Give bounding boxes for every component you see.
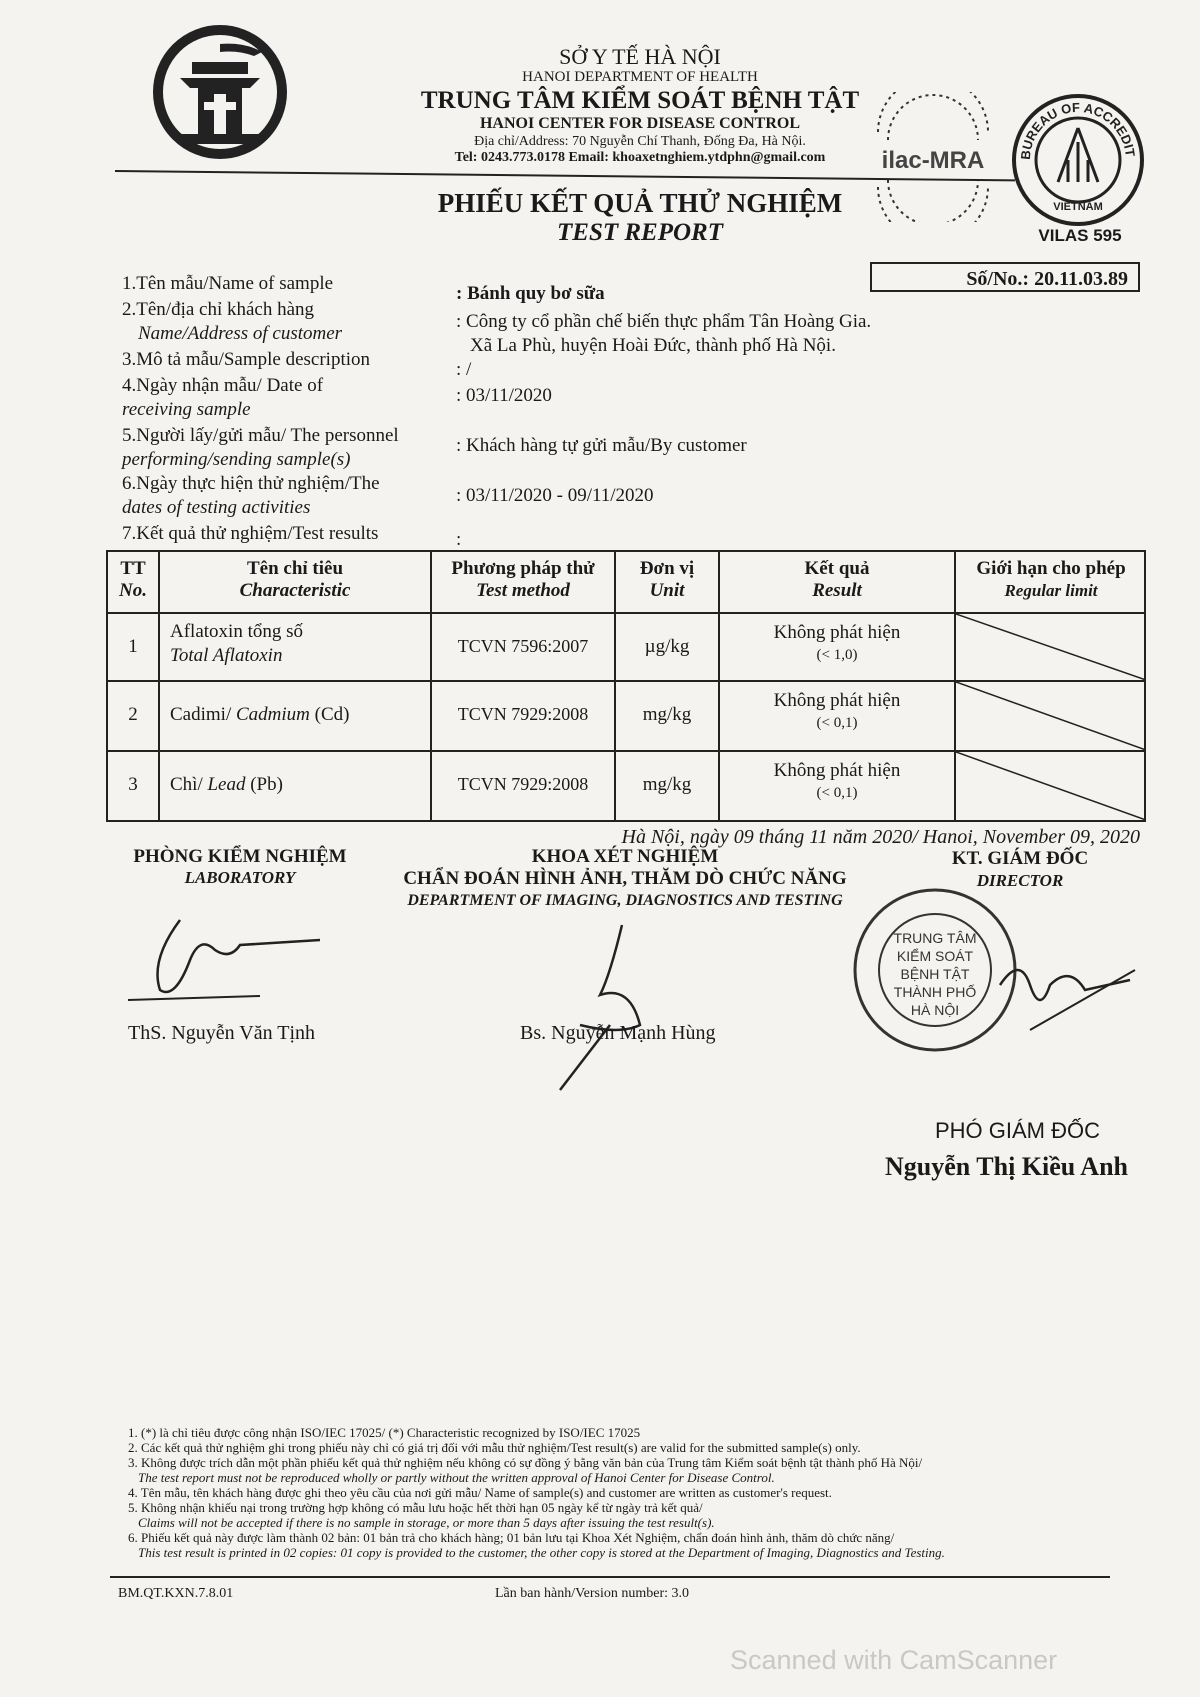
- header-line1: SỞ Y TẾ HÀ NỘI: [559, 44, 721, 69]
- row1-unit: µg/kg: [644, 636, 690, 657]
- sample-name: : Bánh quy bơ sữa: [456, 283, 605, 304]
- results-colon: :: [456, 529, 462, 550]
- row1-characteristic: Aflatoxin tổng số Total Aflatoxin: [170, 621, 303, 666]
- note-5-en: Claims will not be accepted if there is no sample in storage, or more than 5 days after issuing the test result(s).: [138, 1515, 715, 1530]
- lab-person: ThS. Nguyễn Văn Tịnh: [128, 1022, 316, 1044]
- row3-unit: mg/kg: [642, 774, 692, 795]
- bureau-text: BUREAU OF ACCREDIT: [1017, 99, 1138, 161]
- header-address: Địa chỉ/Address: 70 Nguyễn Chí Thanh, Đống Đa, Hà Nội.: [474, 133, 806, 149]
- personnel-label-2: performing/sending sample(s): [122, 449, 351, 470]
- signature-date: Hà Nội, ngày 09 tháng 11 năm 2020/ Hanoi, November 09, 2020: [621, 826, 1140, 848]
- scanner-watermark: Scanned with CamScanner: [730, 1645, 1058, 1675]
- department-person: Bs. Nguyễn Mạnh Hùng: [520, 1022, 716, 1044]
- vice-director-name: Nguyễn Thị Kiều Anh: [885, 1152, 1129, 1181]
- row1-no: 1: [128, 636, 138, 657]
- vilas-code: VILAS 595: [1038, 226, 1122, 245]
- receiving-label-2: receiving sample: [122, 399, 251, 420]
- receiving-label-1: 4.Ngày nhận mẫu/ Date of: [122, 375, 324, 396]
- title-vi: PHIẾU KẾT QUẢ THỬ NGHIỆM: [437, 188, 843, 218]
- header-limit: Giới hạn cho phép Regular limit: [976, 558, 1126, 600]
- header-method: Phương pháp thử Test method: [451, 558, 595, 601]
- header-unit: Đơn vị Unit: [639, 558, 695, 601]
- stamp-line4: THÀNH PHỐ: [893, 984, 977, 1000]
- hcdc-logo: [150, 22, 290, 162]
- row1-method: TCVN 7596:2007: [457, 636, 589, 656]
- row3-characteristic: Chì/ Lead (Pb): [170, 774, 283, 795]
- note-3-en: The test report must not be reproduced wholly or partly without the written approval of Hanoi Center for Disease Control.: [138, 1470, 775, 1485]
- row2-no: 2: [128, 704, 138, 725]
- note-4: 4. Tên mẫu, tên khách hàng được ghi theo yêu cầu của nơi gửi mẫu/ Name of sample(s) and customer are written as customer's request.: [128, 1485, 832, 1500]
- row3-no: 3: [128, 774, 138, 795]
- results-label: 7.Kết quả thử nghiệm/Test results: [122, 523, 379, 544]
- row2-unit: mg/kg: [642, 704, 692, 725]
- footer-divider: [110, 1576, 1110, 1578]
- row2-characteristic: Cadimi/ Cadmium (Cd): [170, 704, 350, 725]
- personnel: : Khách hàng tự gửi mẫu/By customer: [456, 435, 747, 456]
- lab-title: PHÒNG KIỂM NGHIỆM LABORATORY: [133, 846, 347, 887]
- header-characteristic: Tên chỉ tiêu Characteristic: [239, 558, 351, 601]
- note-2: 2. Các kết quả thử nghiệm ghi trong phiếu này chỉ có giá trị đối với mẫu thử nghiệm/Test result(s) are valid for the submitted sample(s) only.: [128, 1440, 861, 1455]
- note-6: 6. Phiếu kết quả này được làm thành 02 bản: 01 bản trả cho khách hàng; 01 bản lưu tại Khoa Xét Nghiệm, chẩn đoán hình ảnh, thăm dò chức năng/: [128, 1530, 895, 1545]
- header-contact: Tel: 0243.773.0178 Email: khoaxetnghiem.ytdphn@gmail.com: [454, 149, 826, 165]
- stamp-line5: HÀ NỘI: [910, 1002, 960, 1018]
- director-signature: [990, 945, 1140, 1035]
- sample-name-label: 1.Tên mẫu/Name of sample: [122, 273, 334, 294]
- lab-signature: [120, 900, 330, 1010]
- note-5: 5. Không nhận khiếu nại trong trường hợp không có mẫu lưu hoặc hết thời hạn 05 ngày kể từ ngày trả kết quả/: [128, 1500, 703, 1515]
- receiving-date: : 03/11/2020: [456, 385, 552, 406]
- director-title: KT. GIÁM ĐỐC DIRECTOR: [951, 848, 1089, 890]
- header-line2: HANOI DEPARTMENT OF HEALTH: [522, 69, 758, 86]
- version-number: Lần ban hành/Version number: 3.0: [495, 1586, 690, 1601]
- form-code: BM.QT.KXN.7.8.01: [118, 1586, 234, 1601]
- stamp-line2: KIỂM SOÁT: [896, 948, 974, 964]
- customer-2: Xã La Phù, huyện Hoài Đức, thành phố Hà Nội.: [470, 335, 836, 356]
- stamp-line3: BỆNH TẬT: [900, 966, 970, 982]
- ilac-text: ilac-MRA: [881, 147, 985, 174]
- row2-method: TCVN 7929:2008: [457, 704, 589, 724]
- note-6-en: This test result is printed in 02 copies: 01 copy is provided to the customer, the other copy is stored at the Department of Imaging, Diagnostics and Testing.: [138, 1545, 945, 1560]
- title-en: TEST REPORT: [557, 219, 723, 246]
- row3-method: TCVN 7929:2008: [457, 774, 589, 794]
- report-title: [430, 188, 850, 247]
- results-table: [106, 550, 1146, 822]
- department-signature: [540, 915, 690, 1095]
- header-result: Kết quả Result: [804, 558, 870, 601]
- department-title: KHOA XÉT NGHIỆM CHẨN ĐOÁN HÌNH ẢNH, THĂM DÒ CHỨC NĂNG DEPARTMENT OF IMAGING, DIAGNOSTICS AND TESTING: [403, 846, 847, 909]
- personnel-label-1: 5.Người lấy/gửi mẫu/ The personnel: [122, 425, 399, 446]
- header-line3: TRUNG TÂM KIỂM SOÁT BỆNH TẬT: [420, 86, 860, 114]
- description: : /: [456, 359, 472, 380]
- note-1: 1. (*) là chỉ tiêu được công nhận ISO/IEC 17025/ (*) Characteristic recognized by ISO/IEC 17025: [128, 1425, 641, 1440]
- ilac-mra-logo: [858, 92, 1008, 222]
- customer-label-1: 2.Tên/địa chỉ khách hàng: [122, 299, 315, 320]
- row3-result: Không phát hiện (< 0,1): [773, 760, 901, 801]
- customer-1: : Công ty cổ phần chế biến thực phẩm Tân Hoàng Gia.: [456, 311, 872, 332]
- header-line4: HANOI CENTER FOR DISEASE CONTROL: [479, 115, 801, 133]
- testing-dates: : 03/11/2020 - 09/11/2020: [456, 485, 654, 506]
- dates-label-1: 6.Ngày thực hiện thử nghiệm/The: [122, 473, 380, 494]
- limit-not-applicable-strikes: [956, 614, 1146, 822]
- report-number: Số/No.: 20.11.03.89: [870, 262, 1140, 292]
- note-3: 3. Không được trích dẫn một phần phiếu kết quả thử nghiệm nếu không có sự đồng ý bằng văn bản của Trung tâm Kiểm soát bệnh tật thành phố Hà Nội/: [128, 1455, 923, 1470]
- dates-label-2: dates of testing activities: [122, 497, 311, 518]
- vice-director-title: PHÓ GIÁM ĐỐC: [935, 1118, 1101, 1143]
- customer-label-2: Name/Address of customer: [138, 323, 343, 344]
- row2-result: Không phát hiện (< 0,1): [773, 690, 901, 731]
- header-block: [380, 44, 900, 166]
- bureau-accreditation-logo: [1008, 90, 1148, 230]
- stamp-line1: TRUNG TÂM: [893, 930, 977, 946]
- header-no: TT No.: [119, 558, 147, 601]
- description-label: 3.Mô tả mẫu/Sample description: [122, 349, 371, 370]
- bureau-country: VIETNAM: [1053, 201, 1103, 213]
- row1-result: Không phát hiện (< 1,0): [773, 622, 901, 663]
